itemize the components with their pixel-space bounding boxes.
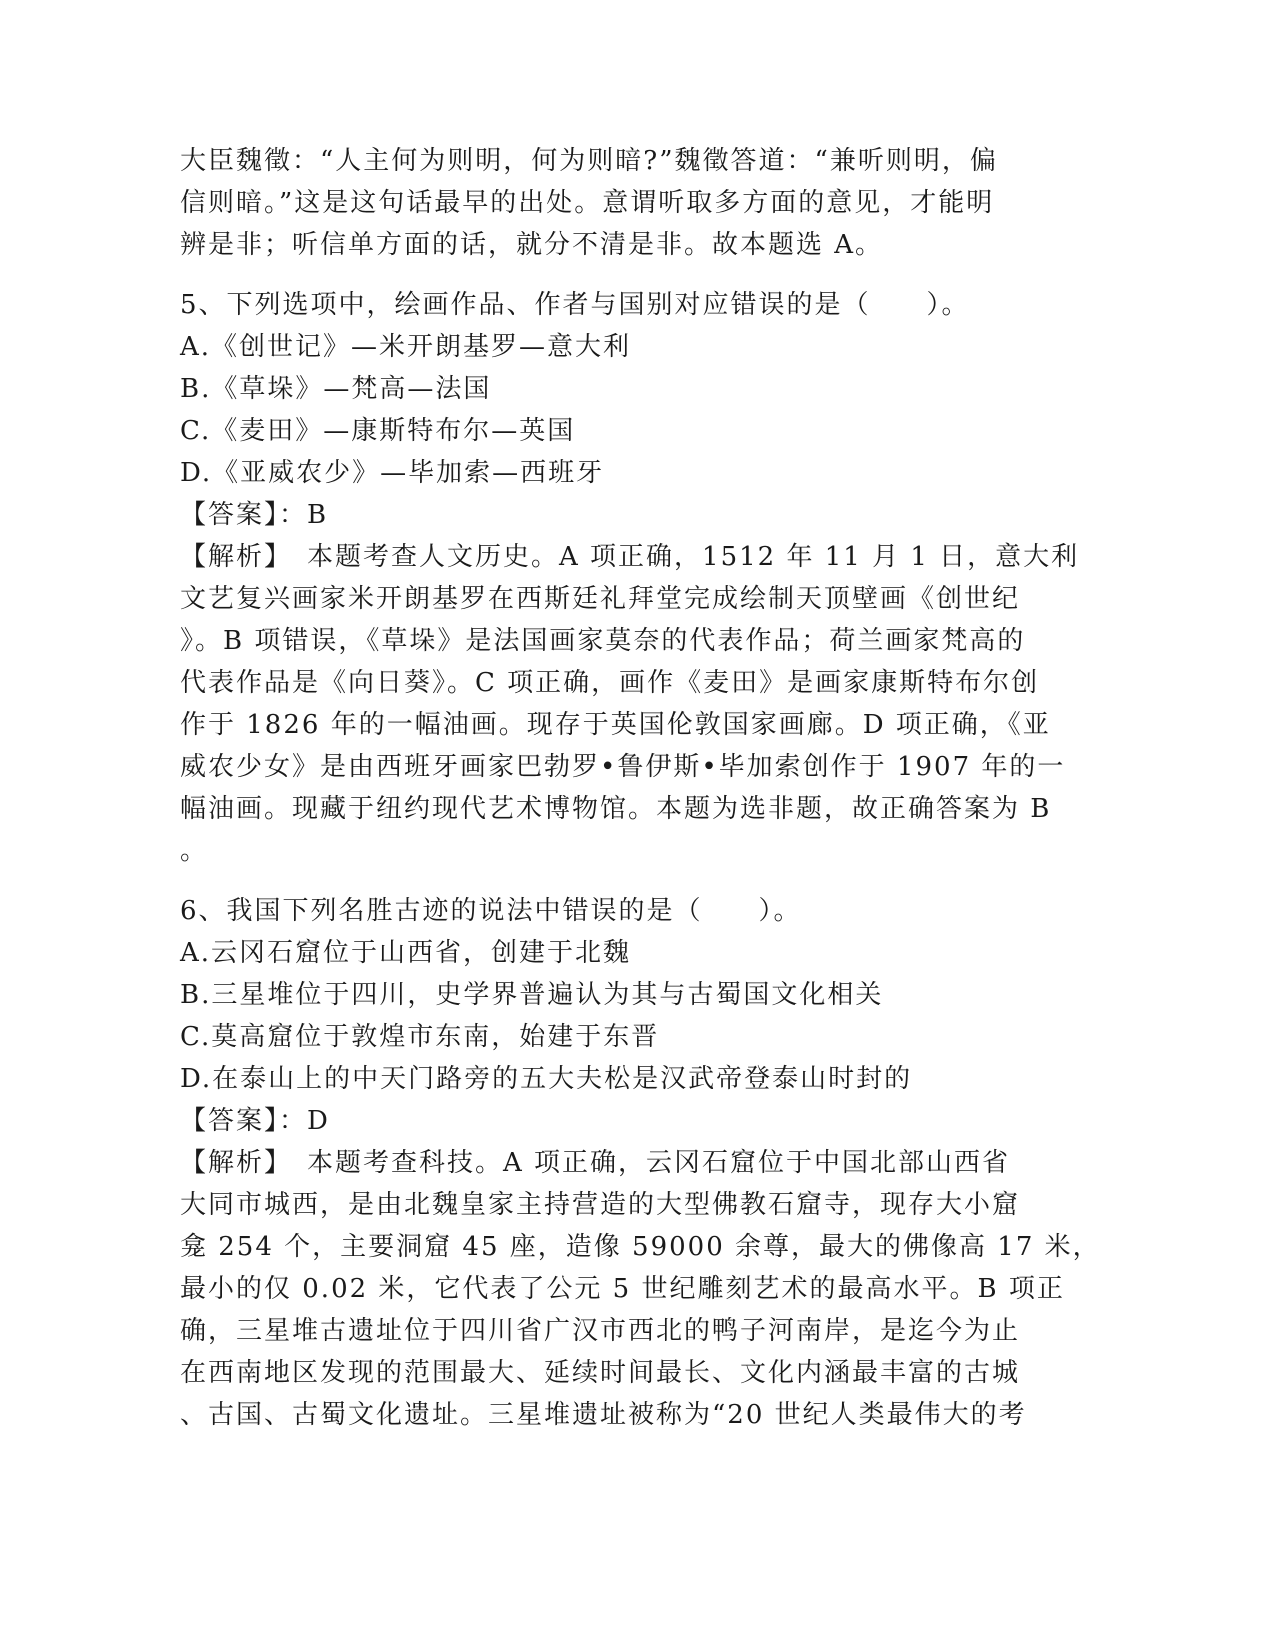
text-line: 幅油画。现藏于纽约现代艺术博物馆。本题为选非题，故正确答案为 B <box>180 794 1052 824</box>
text-line: 在西南地区发现的范围最大、延续时间最长、文化内涵最丰富的古城 <box>180 1358 1021 1388</box>
previous-explanation <box>180 140 1060 266</box>
text-line: 【解析】 本题考查科技。A 项正确，云冈石窟位于中国北部山西省 <box>180 1148 1011 1178</box>
question-6 <box>180 890 1101 1436</box>
text-line: 【解析】 本题考查人文历史。A 项正确，1512 年 11 月 1 日，意大利 <box>180 542 1080 572</box>
text-line: 作于 1826 年的一幅油画。现存于英国伦敦国家画廊。D 项正确，《亚 <box>180 710 1051 740</box>
text-line: 大同市城西，是由北魏皇家主持营造的大型佛教石窟寺，现存大小窟 <box>180 1190 1021 1220</box>
text-line: 、古国、古蜀文化遗址。三星堆遗址被称为“20 世纪人类最伟大的考 <box>180 1400 1027 1430</box>
question-5 <box>180 284 1080 872</box>
text-line: 信则暗。”这是这句话最早的出处。意谓听取多方面的意见，才能明 <box>180 188 995 218</box>
text-line: 威农少女》是由西班牙画家巴勃罗•鲁伊斯•毕加索创作于 1907 年的一 <box>180 752 1066 782</box>
text-line: 最小的仅 0.02 米，它代表了公元 5 世纪雕刻艺术的最高水平。B 项正 <box>180 1274 1065 1304</box>
option-d: D.《亚威农少》—毕加索—西班牙 <box>180 458 605 488</box>
answer-line: 【答案】：D <box>180 1106 330 1136</box>
analysis <box>180 1142 1101 1436</box>
option-b: B.三星堆位于四川，史学界普遍认为其与古蜀国文化相关 <box>180 980 884 1010</box>
text-line: 文艺复兴画家米开朗基罗在西斯廷礼拜堂完成绘制天顶壁画《创世纪 <box>180 584 1021 614</box>
analysis <box>180 536 1080 872</box>
text-line: 代表作品是《向日葵》。C 项正确，画作《麦田》是画家康斯特布尔创 <box>180 668 1040 698</box>
text-line: 》。B 项错误，《草垛》是法国画家莫奈的代表作品；荷兰画家梵高的 <box>180 626 1026 656</box>
text-line: 大臣魏徵：“人主何为则明，何为则暗?”魏徵答道：“兼听则明，偏 <box>180 146 998 176</box>
question-text: 5、下列选项中，绘画作品、作者与国别对应错误的是（ ）。 <box>180 290 970 320</box>
option-a: A.《创世记》—米开朗基罗—意大利 <box>180 332 632 362</box>
option-c: C.莫高窟位于敦煌市东南，始建于东晋 <box>180 1022 660 1052</box>
option-d: D.在泰山上的中天门路旁的五大夫松是汉武帝登泰山时封的 <box>180 1064 913 1094</box>
answer-line: 【答案】：B <box>180 500 329 530</box>
question-text: 6、我国下列名胜古迹的说法中错误的是（ ）。 <box>180 896 802 926</box>
text-line: 辨是非；听信单方面的话，就分不清是非。故本题选 A。 <box>180 230 884 260</box>
document-page <box>180 140 1101 1436</box>
text-line: 确，三星堆古遗址位于四川省广汉市西北的鸭子河南岸，是迄今为止 <box>180 1316 1021 1346</box>
option-a: A.云冈石窟位于山西省，创建于北魏 <box>180 938 632 968</box>
text-line: 。 <box>180 836 209 866</box>
text-line: 龛 254 个，主要洞窟 45 座，造像 59000 余尊，最大的佛像高 17 米， <box>180 1232 1101 1262</box>
option-c: C.《麦田》—康斯特布尔—英国 <box>180 416 576 446</box>
option-b: B.《草垛》—梵高—法国 <box>180 374 492 404</box>
